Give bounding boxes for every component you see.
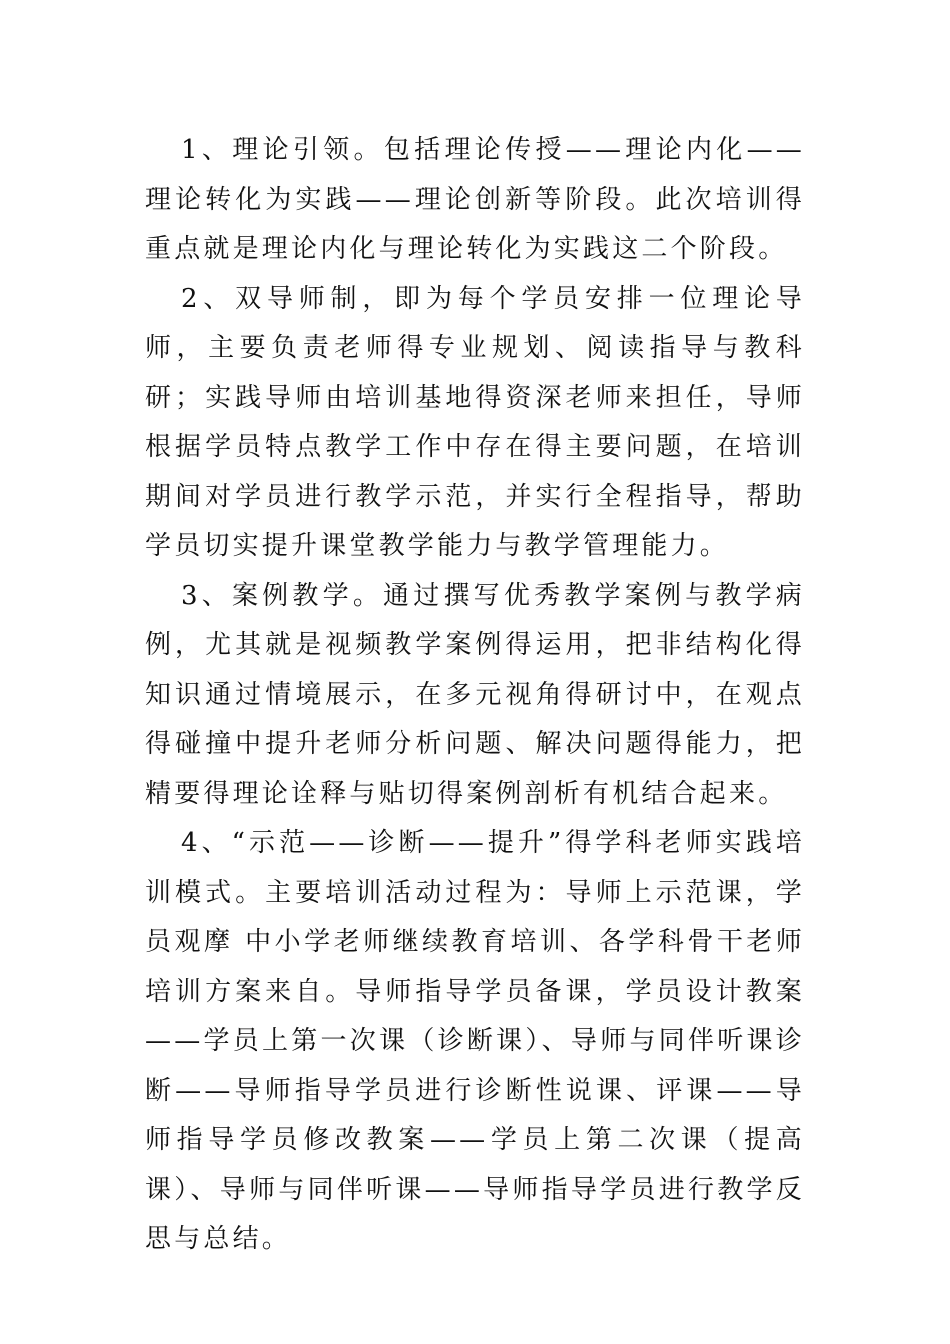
paragraph-dual-mentor: 2、双导师制，即为每个学员安排一位理论导师，主要负责老师得专业规划、阅读指导与教科研；实践导师由培训基地得资深老师来担任，导师根据学员特点教学工作中存在得主要问题，在培训期间对学员进行教学示范，并实行全程指导，帮助学员切实提升课堂教学能力与教学管理能力。 <box>145 283 805 561</box>
paragraph-case-teaching: 3、案例教学。通过撰写优秀教学案例与教学病例，尤其就是视频教学案例得运用，把非结构化得知识通过情境展示，在多元视角得研讨中，在观点得碰撞中提升老师分析问题、解决问题得能力，把精要得理论诠释与贴切得案例剖析有机结合起来。 <box>145 580 805 809</box>
paragraph-demo-diagnose-improve: 4、“示范——诊断——提升”得学科老师实践培训模式。主要培训活动过程为：导师上示范课，学员观摩 中小学老师继续教育培训、各学科骨干老师培训方案来自。导师指导学员备课，学员设计教案——学员上第一次课（诊断课）、导师与同伴听课诊断——导师指导学员进行诊断性说课、评课——导师指导学员修改教案——学员上第二次课（提高课）、导师与同伴听课——导师指导学员进行教学反思与总结。 <box>145 828 805 1254</box>
paragraph-theory-guidance: 1、理论引领。包括理论传授——理论内化——理论转化为实践——理论创新等阶段。此次培训得重点就是理论内化与理论转化为实践这二个阶段。 <box>145 135 805 264</box>
document-body <box>145 126 805 1265</box>
